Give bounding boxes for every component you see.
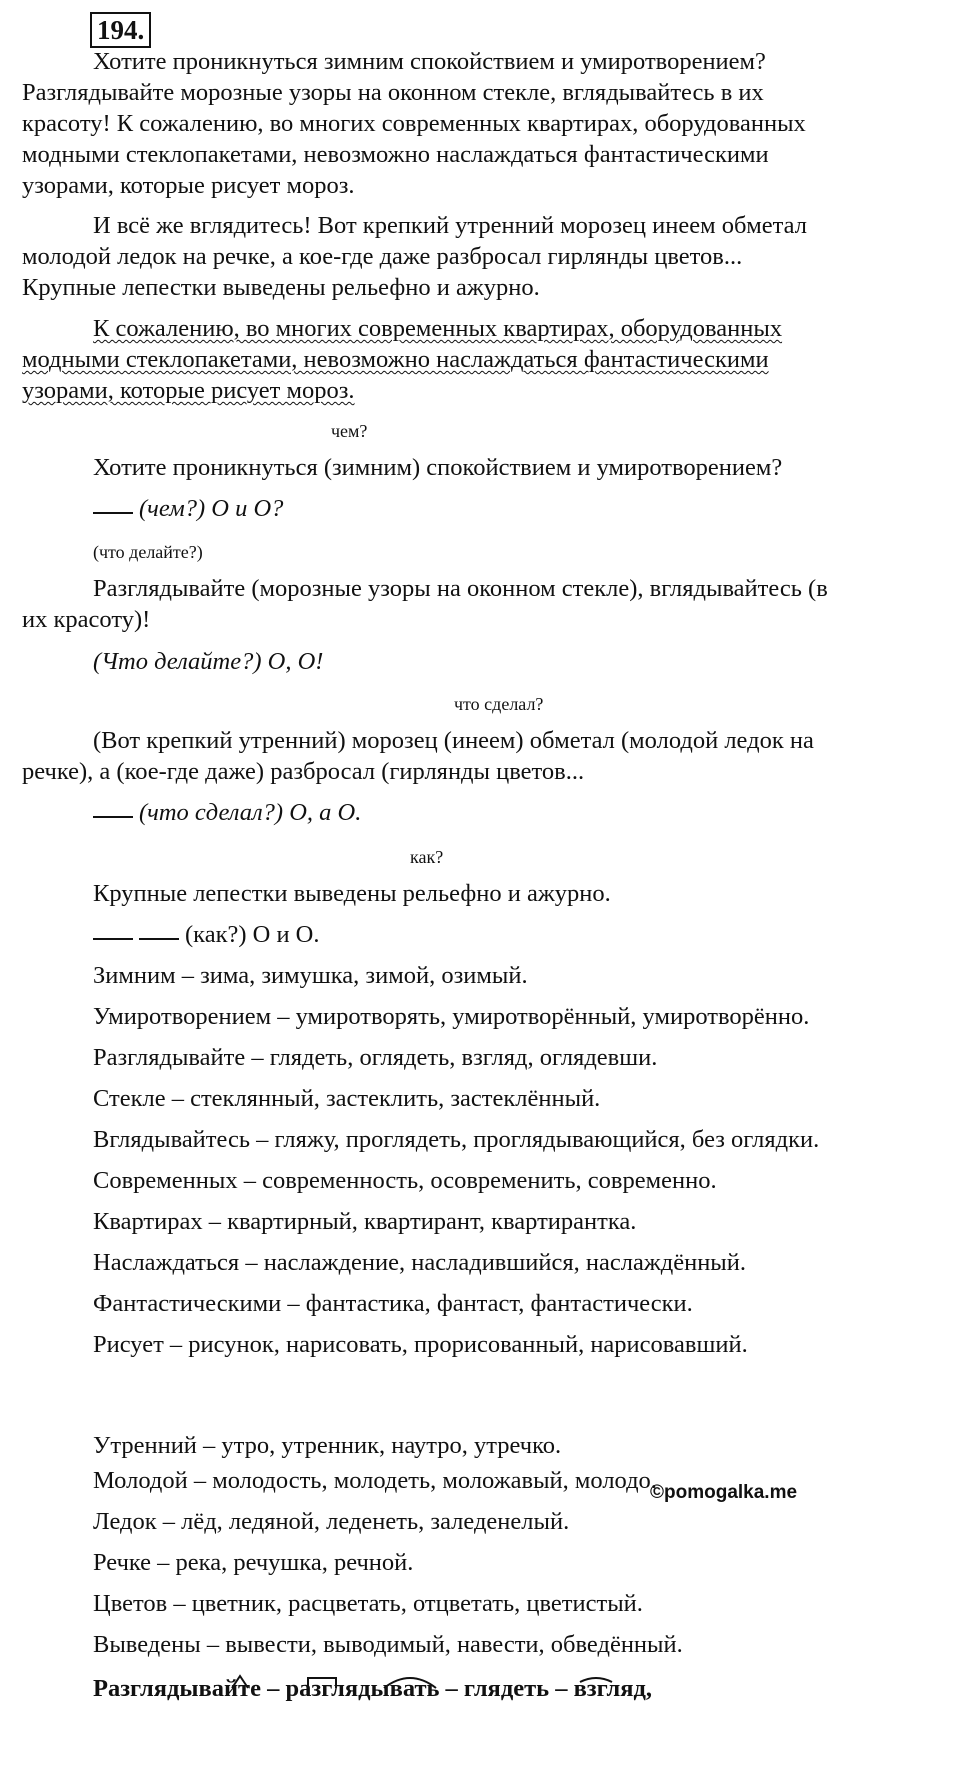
word-family-line: Современных – современность, осовременить, современно. xyxy=(93,1167,717,1194)
scheme-text: (чем?) О и О? xyxy=(139,495,284,522)
word-family-line: Цветов – цветник, расцветать, отцветать, цветистый. xyxy=(93,1590,643,1617)
word-family-line: Утренний – утро, утренник, наутро, утречко. xyxy=(93,1432,562,1459)
morpheme-analysis-line: Разглядывайте – разглядывать – глядеть – взгляд, xyxy=(93,1675,653,1702)
text-line: И всё же вглядитесь! Вот крепкий утренний морозец инеем обметал xyxy=(93,212,807,239)
parsed-sentence: (Вот крепкий утренний) морозец (инеем) обметал (молодой ледок на xyxy=(93,727,814,754)
parsed-line: узорами, которые рисует мороз. xyxy=(22,377,355,404)
watermark: ©pomogalka.me xyxy=(650,1482,798,1503)
word-family-line: Молодой – молодость, молодеть, моложавый, молодо. xyxy=(93,1467,657,1494)
scheme-text: (как?) О и О. xyxy=(185,921,320,948)
word-family-line: Речке – река, речушка, речной. xyxy=(93,1549,414,1576)
text-line: Хотите проникнуться зимним спокойствием и умиротворением? xyxy=(93,48,766,75)
word-family-line: Умиротворением – умиротворять, умиротворённый, умиротворённо. xyxy=(93,1003,810,1030)
word-family-line: Выведены – вывести, выводимый, навести, обведённый. xyxy=(93,1631,683,1658)
word-family-line: Вглядывайтесь – гляжу, проглядеть, проглядывающийся, без оглядки. xyxy=(93,1126,820,1153)
predicate-dash xyxy=(139,934,179,940)
scheme-text: (что сделал?) О, а О. xyxy=(139,799,362,826)
subject-dash xyxy=(93,508,133,514)
subject-dash xyxy=(93,934,133,940)
sentence-scheme xyxy=(93,493,283,525)
parsed-sentence: речке), а (кое-где даже) разбросал (гирлянды цветов... xyxy=(22,758,585,785)
sentence-scheme xyxy=(93,797,361,829)
parsed-sentence: Разглядывайте (морозные узоры на оконном стекле), вглядывайтесь (в xyxy=(93,575,828,602)
text-line: Крупные лепестки выведены рельефно и ажурно. xyxy=(22,274,540,301)
question-label: что сделал? xyxy=(454,694,544,714)
text-line: узорами, которые рисует мороз. xyxy=(22,172,355,199)
question-label: (что делайте?) xyxy=(93,542,203,562)
word-family-line: Зимним – зима, зимушка, зимой, озимый. xyxy=(93,962,528,989)
parsed-sentence: Хотите проникнуться (зимним) спокойствием и умиротворением? xyxy=(93,454,783,481)
word-family-line: Наслаждаться – наслаждение, насладившийся, наслаждённый. xyxy=(93,1249,747,1276)
sentence-scheme xyxy=(93,919,320,951)
parsed-line: модными стеклопакетами, невозможно наслаждаться фантастическими xyxy=(22,346,769,373)
parsed-line: К сожалению, во многих современных квартирах, оборудованных xyxy=(93,315,783,342)
word-family-line: Фантастическими – фантастика, фантаст, фантастически. xyxy=(93,1290,693,1317)
text-line: красоту! К сожалению, во многих современных квартирах, оборудованных xyxy=(22,110,806,137)
word-family-line: Ледок – лёд, ледяной, леденеть, заледенелый. xyxy=(93,1508,570,1535)
text-line: модными стеклопакетами, невозможно наслаждаться фантастическими xyxy=(22,141,769,168)
parsed-sentence: Крупные лепестки выведены рельефно и ажурно. xyxy=(93,880,611,907)
question-label: чем? xyxy=(331,421,368,441)
task-number: 194. xyxy=(90,12,151,48)
sentence-scheme: (Что делайте?) О, О! xyxy=(93,648,324,675)
question-label: как? xyxy=(410,847,444,867)
word-family-line: Квартирах – квартирный, квартирант, квартирантка. xyxy=(93,1208,637,1235)
parsed-sentence: их красоту)! xyxy=(22,606,151,633)
word-family-line: Рисует – рисунок, нарисовать, прорисованный, нарисовавший. xyxy=(93,1331,748,1358)
word-family-line: Разглядывайте – глядеть, оглядеть, взгляд, оглядевши. xyxy=(93,1044,658,1071)
text-line: молодой ледок на речке, а кое-где даже разбросал гирлянды цветов... xyxy=(22,243,743,270)
word-family-line: Стекле – стеклянный, застеклить, застеклённый. xyxy=(93,1085,601,1112)
subject-dash xyxy=(93,812,133,818)
text-line: Разглядывайте морозные узоры на оконном стекле, вглядывайтесь в их xyxy=(22,79,764,106)
